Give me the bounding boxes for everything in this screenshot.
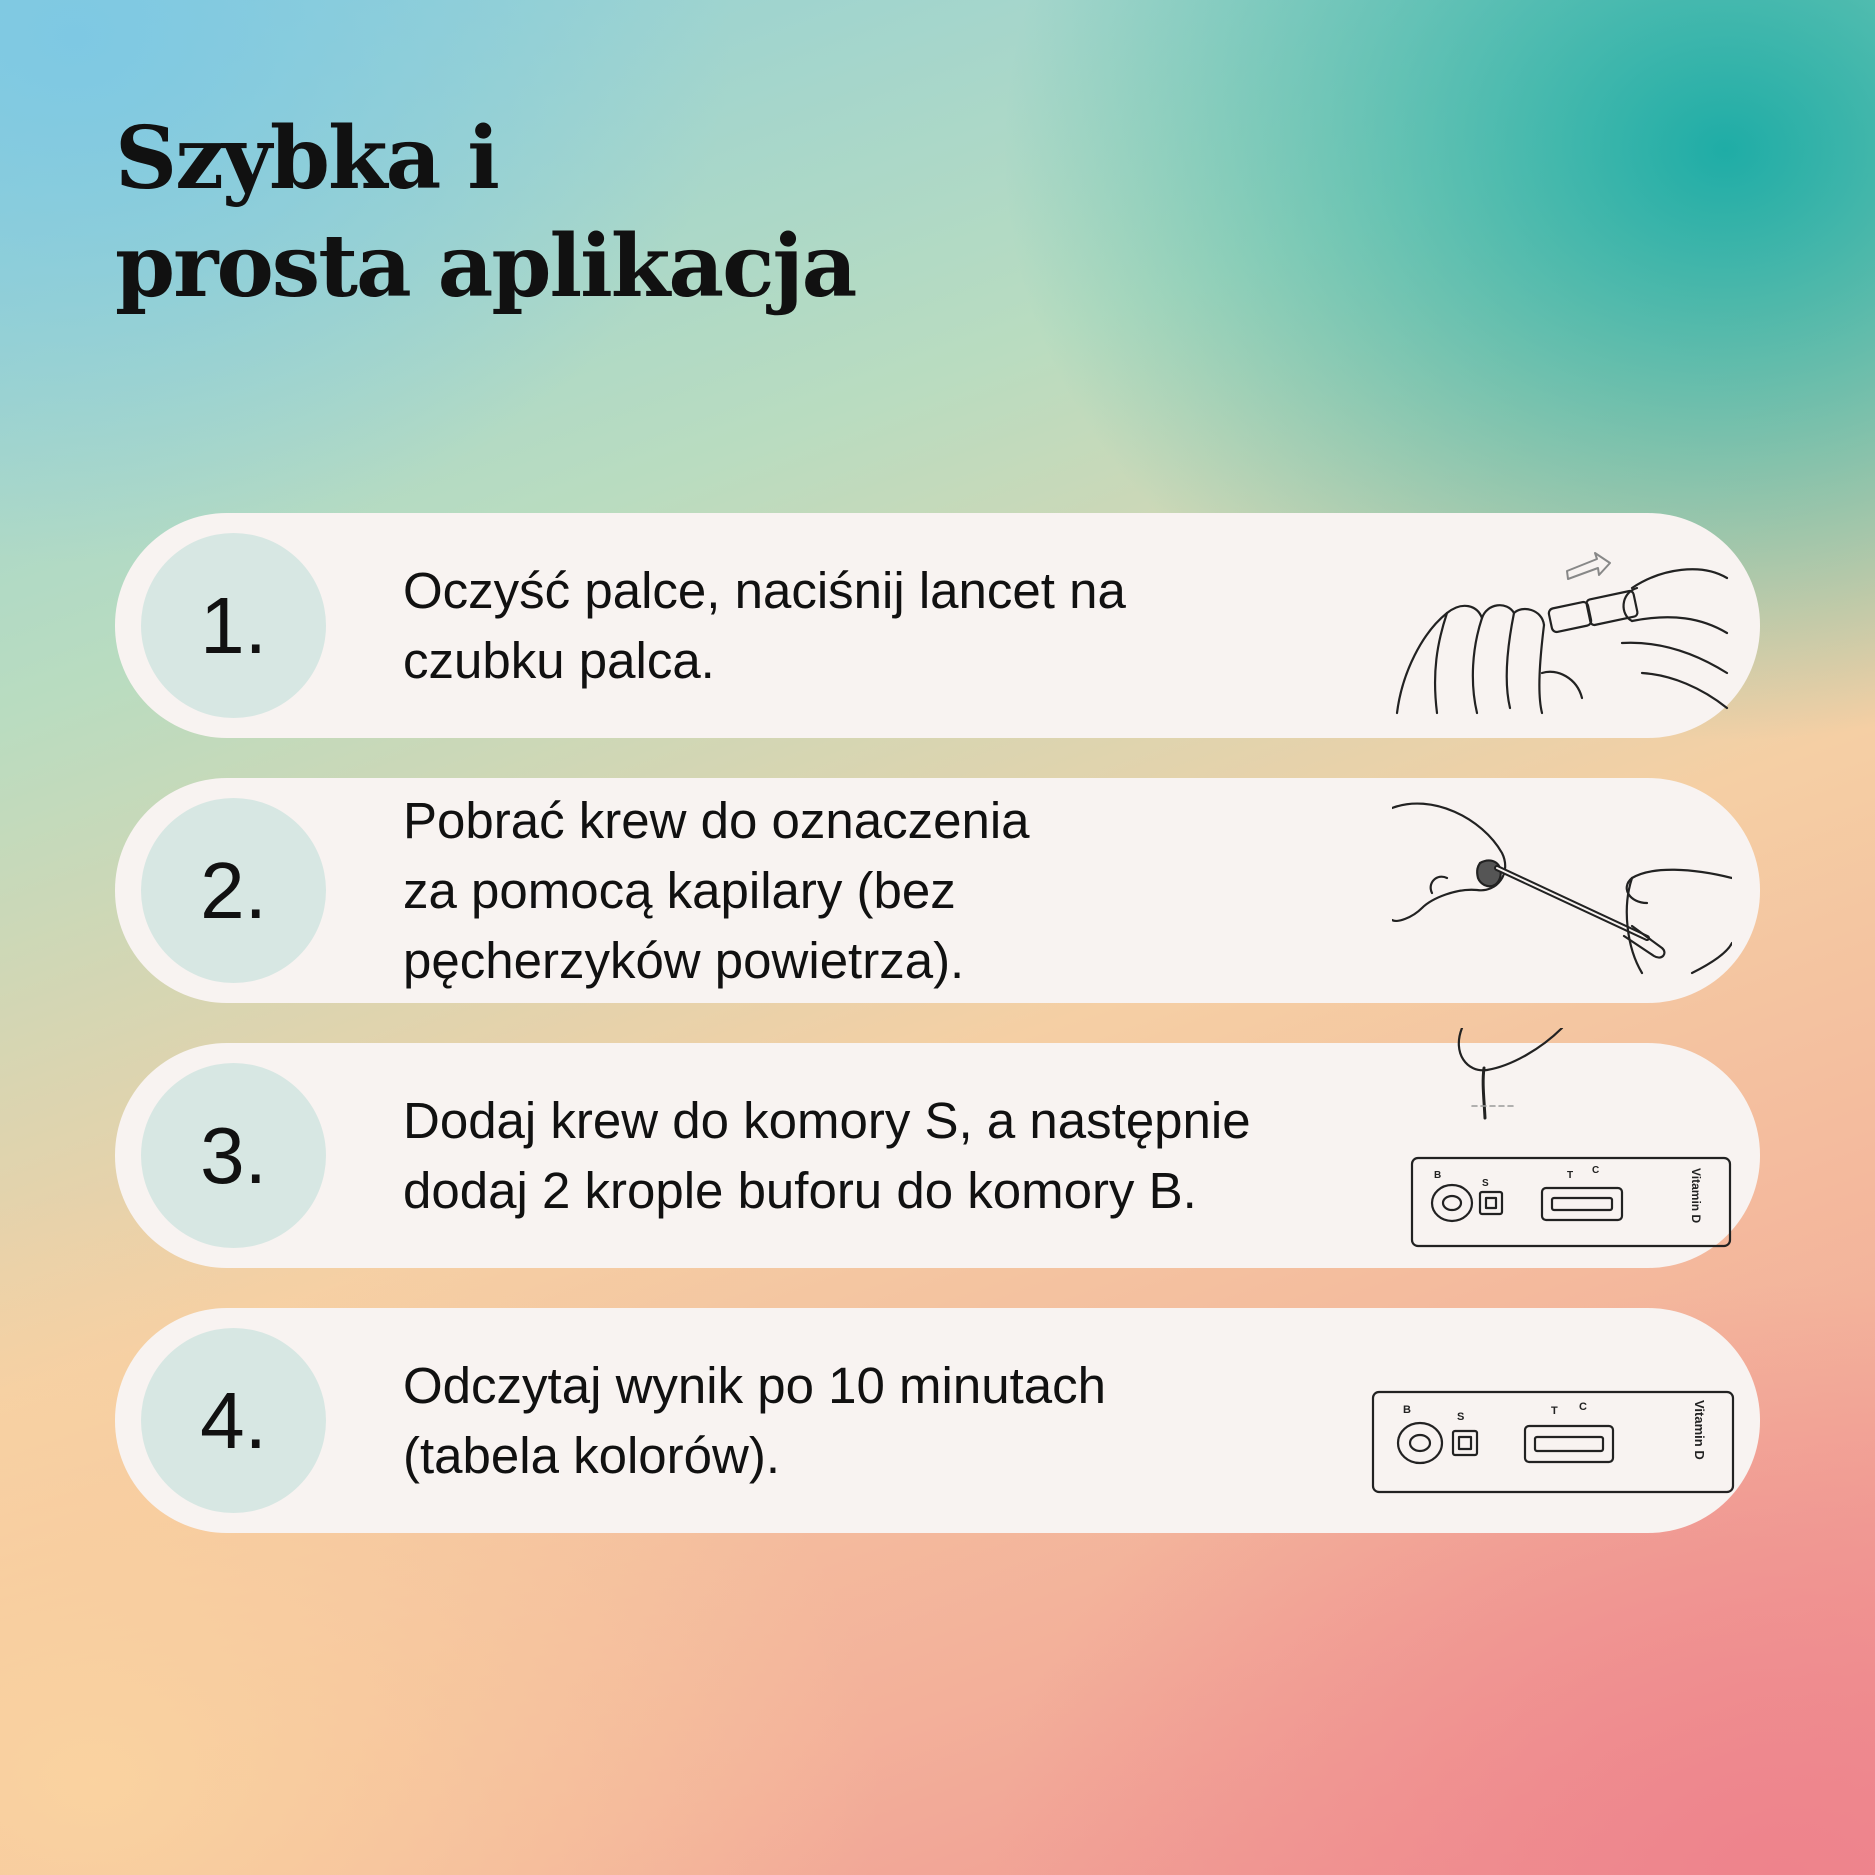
line-t-label: T xyxy=(1551,1405,1558,1417)
step-text: Oczyść palce, naciśnij lancet na czubku palca. xyxy=(403,561,1126,689)
chamber-b-label: B xyxy=(1403,1404,1411,1416)
step-text: Dodaj krew do komory S, a następnie dodaj 2 krople buforu do komory B. xyxy=(403,1091,1251,1219)
title-line-1: Szybka i xyxy=(115,108,498,209)
line-c-label: C xyxy=(1592,1165,1600,1176)
step-number-badge: 4. xyxy=(141,1328,326,1513)
step-card-1 xyxy=(115,513,1760,738)
lancet-finger-icon xyxy=(1392,533,1732,718)
step-card-4 xyxy=(115,1308,1760,1533)
step-card-2 xyxy=(115,778,1760,1003)
line-c-label: C xyxy=(1579,1401,1587,1413)
step-text: Pobrać krew do oznaczenia za pomocą kapilary (bez pęcherzyków powietrza). xyxy=(403,791,1030,989)
test-cassette-drop-icon xyxy=(1392,1028,1732,1248)
line-t-label: T xyxy=(1567,1170,1574,1181)
chamber-s-label: S xyxy=(1482,1178,1489,1189)
cassette-label: Vitamin D xyxy=(1692,1400,1707,1460)
chamber-s-label: S xyxy=(1457,1411,1465,1423)
step-card-3 xyxy=(115,1043,1760,1268)
test-cassette-icon xyxy=(1365,1328,1740,1513)
capillary-blood-icon xyxy=(1392,798,1732,983)
cassette-label: Vitamin D xyxy=(1689,1168,1703,1224)
step-number-badge: 1. xyxy=(141,533,326,718)
page-title xyxy=(115,105,855,321)
step-number-badge: 3. xyxy=(141,1063,326,1248)
title-line-2: prosta aplikacja xyxy=(115,216,856,317)
step-number-badge: 2. xyxy=(141,798,326,983)
chamber-b-label: B xyxy=(1434,1170,1442,1181)
step-text: Odczytaj wynik po 10 minutach (tabela kolorów). xyxy=(403,1356,1106,1484)
